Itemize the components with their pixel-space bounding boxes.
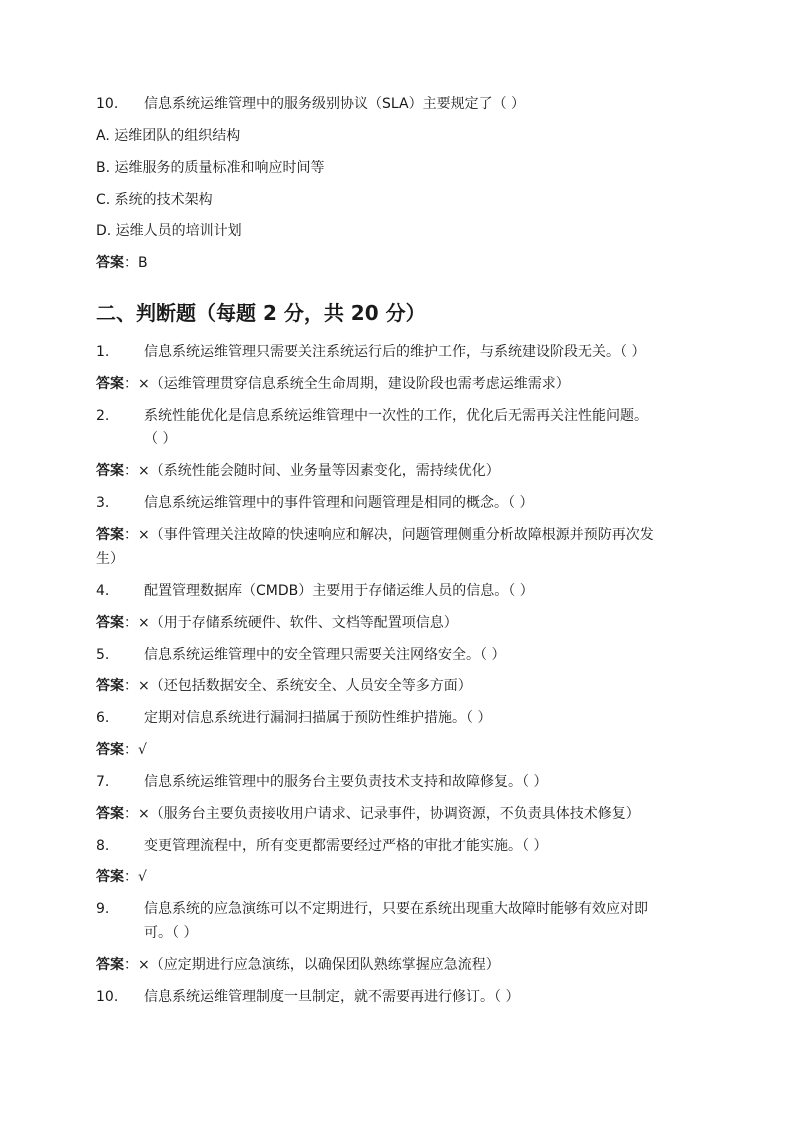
answer-label: 答案 [96, 678, 124, 694]
judge-question-3 [96, 493, 533, 513]
answer-line-6 [96, 740, 147, 760]
answer-line-9 [96, 955, 500, 975]
answer-line-4 [96, 613, 458, 633]
question-text: 定期对信息系统进行漏洞扫描属于预防性维护措施。（ ） [144, 710, 492, 726]
answer-text: ：×（用于存储系统硬件、软件、文档等配置项信息） [124, 615, 458, 631]
answer-line-7 [96, 804, 640, 824]
answer-label: 答案 [96, 376, 124, 392]
question-number: 10. [96, 96, 119, 112]
judge-question-5 [96, 645, 505, 665]
answer-line [96, 253, 148, 273]
judge-question-2 [96, 406, 648, 426]
answer-label: 答案 [96, 742, 124, 758]
answer-text: ：B [124, 255, 148, 271]
answer-text: ：×（事件管理关注故障的快速响应和解决，问题管理侧重分析故障根源并预防再次发 [124, 527, 654, 543]
answer-text: ：×（服务台主要负责接收用户请求、记录事件，协调资源，不负责具体技术修复） [124, 806, 640, 822]
question-text: 信息系统运维管理中的安全管理只需要关注网络安全。（ ） [144, 647, 506, 663]
question-text: 信息系统运维管理中的服务台主要负责技术支持和故障修复。（ ） [144, 774, 548, 790]
question-number: 10. [96, 989, 119, 1005]
judge-question-7 [96, 772, 547, 792]
judge-question-4 [96, 581, 534, 601]
question-10-mc [96, 94, 525, 114]
answer-text: ：√ [124, 869, 147, 885]
answer-3-continuation: 生） [96, 551, 124, 567]
answer-text: ：×（还包括数据安全、系统安全、人员安全等多方面） [124, 678, 472, 694]
question-text: 信息系统运维管理中的服务级别协议（SLA）主要规定了（ ） [144, 96, 526, 112]
question-9-continuation: 可。（ ） [144, 925, 198, 941]
question-number: 8. [96, 838, 110, 854]
question-number: 1. [96, 344, 110, 360]
answer-line-1 [96, 374, 570, 394]
answer-text: ：×（应定期进行应急演练，以确保团队熟练掌握应急流程） [124, 957, 500, 973]
judge-question-6 [96, 708, 491, 728]
question-number: 4. [96, 583, 110, 599]
judge-question-9 [96, 899, 648, 919]
question-text: 信息系统的应急演练可以不定期进行，只要在系统出现重大故障时能够有效应对即 [144, 901, 648, 917]
answer-label: 答案 [96, 869, 124, 885]
question-number: 7. [96, 774, 110, 790]
question-text: 系统性能优化是信息系统运维管理中一次性的工作，优化后无需再关注性能问题。 [144, 408, 648, 424]
question-text: 信息系统运维管理只需要关注系统运行后的维护工作，与系统建设阶段无关。（ ） [144, 344, 646, 360]
answer-label: 答案 [96, 527, 124, 543]
option-c: C. 系统的技术架构 [96, 192, 213, 208]
option-b: B. 运维服务的质量标准和响应时间等 [96, 160, 325, 176]
judge-question-1 [96, 342, 645, 362]
answer-text: ：×（系统性能会随时间、业务量等因素变化，需持续优化） [124, 463, 500, 479]
question-number: 6. [96, 710, 110, 726]
question-number: 2. [96, 408, 110, 424]
question-text: 信息系统运维管理中的事件管理和问题管理是相同的概念。（ ） [144, 495, 534, 511]
answer-text: ：×（运维管理贯穿信息系统全生命周期，建设阶段也需考虑运维需求） [124, 376, 570, 392]
answer-line-2 [96, 461, 500, 481]
question-text: 配置管理数据库（CMDB）主要用于存储运维人员的信息。（ ） [144, 583, 534, 599]
answer-line-5 [96, 676, 472, 696]
option-d: D. 运维人员的培训计划 [96, 223, 242, 239]
judge-question-8 [96, 836, 547, 856]
question-number: 3. [96, 495, 110, 511]
answer-label: 答案 [96, 463, 124, 479]
question-text: 变更管理流程中，所有变更都需要经过严格的审批才能实施。（ ） [144, 838, 548, 854]
answer-line-8 [96, 867, 147, 887]
question-2-continuation: （ ） [144, 431, 177, 447]
section-heading: 二、判断题（每题 2 分，共 20 分） [96, 301, 426, 325]
option-a: A. 运维团队的组织结构 [96, 128, 241, 144]
judge-question-10 [96, 987, 519, 1007]
answer-text: ：√ [124, 742, 147, 758]
answer-label: 答案 [96, 806, 124, 822]
answer-label: 答案 [96, 255, 124, 271]
answer-label: 答案 [96, 957, 124, 973]
answer-line-3 [96, 525, 654, 545]
question-number: 9. [96, 901, 110, 917]
answer-label: 答案 [96, 615, 124, 631]
question-text: 信息系统运维管理制度一旦制定，就不需要再进行修订。（ ） [144, 989, 520, 1005]
question-number: 5. [96, 647, 110, 663]
